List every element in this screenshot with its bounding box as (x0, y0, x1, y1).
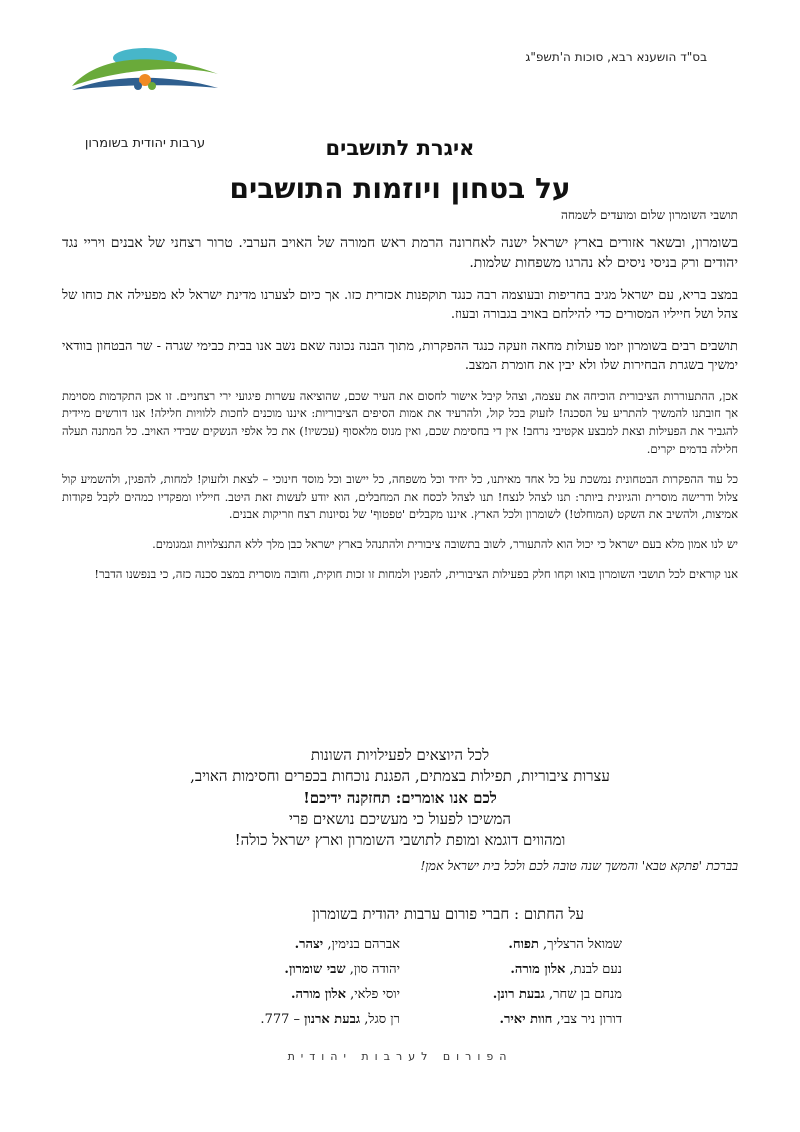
dateline: בס"ד הושענא רבא, סוכות ה'תשפ"ג (525, 50, 707, 64)
signatories-column-right (422, 936, 622, 1036)
blessing: בברכת 'פתקא טבא' והמשך שנה טובה לכם ולכל בית ישראל אמן! (420, 858, 738, 873)
signatory: שמואל הרצליך, תפוח. (508, 937, 622, 952)
paragraph: במצב בריא, עם ישראל מגיב בחריפות ובעוצמה רבה כנגד תוקפנות אכזרית כזו. אך כיום לצערנו מדינת ישראל לא מפעילה את כוחו של צהל ושל חייליו המסורים כדי להילחם באויב בגבורה ובעוז. (62, 287, 738, 323)
closing-line: עצרות ציבוריות, תפילות בצמתים, הפגנת נוכחות בכפרים וחסימות האויב, (190, 767, 610, 786)
paragraph: אנו קוראים לכל תושבי השומרון בואו וקחו חלק בפעילות הציבורית, להפגין ולמחות זו זכות חוקית, וחובה מוסרית במצב סכנה כזה, כי בנפשנו הדבר! (94, 567, 738, 582)
signatories-column-left (200, 936, 400, 1036)
closing-line: המשיכו לפעול כי מעשיכם נושאים פרי (289, 809, 511, 828)
letter-subtitle: על בטחון ויוזמות התושבים (229, 172, 571, 205)
letter-body (62, 208, 738, 596)
signatory: יוסי פלאי, אלון מורה. (290, 987, 400, 1002)
signatory: מנחם בן שחר, גבעת רונן. (492, 987, 622, 1002)
closing-block (0, 745, 800, 851)
paragraph: כל עוד ההפקרות הבטחונית נמשכת על כל אחד מאיתנו, כל יחיד וכל משפחה, כל יישוב וכל מוסד חינוכי – לצאת ולזעוק! למחות, להפגין, ולהשמיע קול צלול ודרישה מוסרית והגיונית ביותר: תנו לצהל לנצח! תנו לצהל לכסח את המחבלים, הוא יודע לעשות זאת היטב. חייליו ומפקדיו כמהים לקבל פקודות אמיצות, ולהשיב את השקט (המוחלט!) לשומרון ולכל הארץ. איננו מקבלים 'טפטוף' של נסיונות רצח וזריקות אבנים. (62, 471, 738, 522)
greeting: תושבי השומרון שלום ומועדים לשמחה (560, 208, 738, 222)
closing-line: ומהווים דוגמא ומופת לתושבי השומרון וארץ ישראל כולה! (234, 831, 566, 850)
letter-title: איגרת לתושבים (325, 136, 475, 160)
signatory: דורון ניר צבי, חוות יאיר. (499, 1012, 622, 1027)
organization-logo (70, 44, 220, 151)
closing-line: לכל היוצאים לפעילויות השונות (310, 746, 490, 764)
signatory: רן סגל, גבעת ארנון – 777. (260, 1012, 400, 1027)
footer-text: הפורום לערבות יהודית (287, 1050, 513, 1063)
closing-line-emphasis: לכם אנו אומרים: תחזקנה ידיכם! (303, 788, 497, 807)
paragraph: תושבים רבים בשומרון יזמו פעולות מחאה וזעקה כנגד ההפקרות, מתוך הבנה נכונה שאם נשב אנו בבית כבימי שגרה - שר הבטחון בוודאי ימשיך בשגרת הבחירות שלו ולא יבין את חומרת המצב. (62, 338, 738, 374)
paragraph: בשומרון, ובשאר אזורים בארץ ישראל ישנה לאחרונה הרמת ראש חמורה של האויב הערבי. טרור רצחני של אבנים ויריי נגד יהודים ורק בניסי ניסים לא נהרגו משפחות שלמות. (62, 235, 738, 272)
logo-mark-icon (70, 44, 220, 114)
signatories-title: על החתום : חברי פורום ערבות יהודית בשומרון (312, 905, 584, 923)
signatory: אברהם בנימין, יצהר. (294, 937, 400, 952)
paragraph: אכן, ההתעוררות הציבורית הוכיחה את עצמה, וצהל קיבל אישור לחסום את העיר שכם, שהוציאה עשרות פיגועי ירי רצחניים. זו אכן התקדמות מסוימת אך חובתנו להמשיך להתריע על הסכנה! לזעוק בכל קול, ולהרעיד את אמות הסיפים הציבוריות: איננו מוכנים לחכות ללוויות חלילה! אנו דורשים מיידית להגביר את הפעילות וצאת למבצע אקטיבי נרחב! אין די בחסימת שכם, ואין מנוס מלאסוף (עכשיו!) את כל אלפי הנשקים שבידי האויב. כל המתנה תעלה חלילה בדמים יקרים. (62, 388, 738, 457)
signatory: נעם לבנת, אלון מורה. (510, 962, 622, 977)
signatory: יהודה סון, שבי שומרון. (284, 962, 400, 977)
logo-text: ערבות יהודית בשומרון (84, 136, 206, 151)
paragraph: יש לנו אמון מלא בעם ישראל כי יכול הוא להתעורר, לשוב בתשובה ציבורית ולהתנהל בארץ ישראל כבן מלך ללא התנצלויות וגמגומים. (152, 537, 738, 552)
